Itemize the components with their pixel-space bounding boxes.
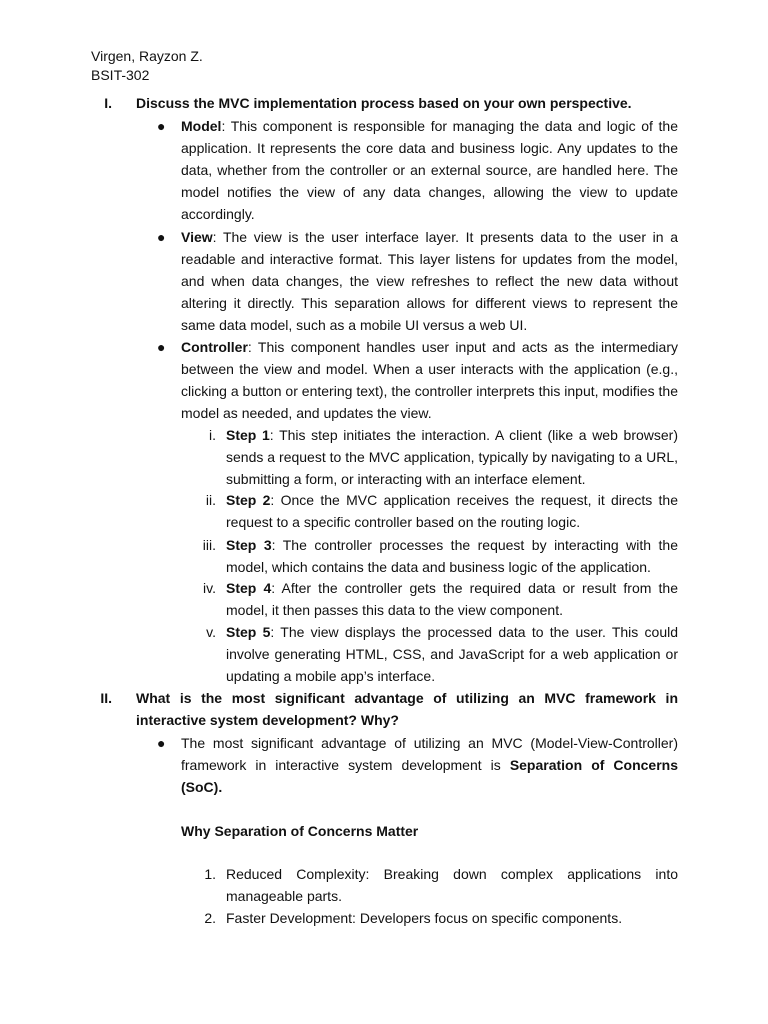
step-2-number: ii. xyxy=(205,492,216,508)
step-4 xyxy=(226,577,678,621)
step-1 xyxy=(226,424,678,490)
why-heading: Why Separation of Concerns Matter xyxy=(181,823,419,839)
step-1-text: : This step initiates the interaction. A client (like a web browser) sends a request to the MVC application, typically by navigating to a URL, submitting a form, or interacting with an interface element. xyxy=(226,427,678,487)
step-1-number: i. xyxy=(209,427,216,443)
step-4-term: Step 4 xyxy=(226,580,272,596)
bullet-controller xyxy=(181,336,678,424)
step-2-text: : Once the MVC application receives the request, it directs the request to a specific controller based on the routing logic. xyxy=(226,492,679,530)
answer-2-text: The most significant advantage of utilizing an MVC (Model-View-Controller) framework in interactive system development is xyxy=(181,735,678,773)
step-5-text: : The view displays the processed data to the user. This could involve generating HTML, CSS, and JavaScript for a web application or updating a mobile app’s interface. xyxy=(226,624,679,684)
step-1-term: Step 1 xyxy=(226,427,270,443)
bullet-view-term: View xyxy=(181,229,213,245)
step-3-number: iii. xyxy=(202,537,216,553)
reason-2: Faster Development: Developers focus on specific components. xyxy=(226,910,623,926)
step-2-term: Step 2 xyxy=(226,492,271,508)
step-5 xyxy=(226,621,678,687)
bullet-model-term: Model xyxy=(181,118,222,134)
answer-2 xyxy=(181,732,678,798)
reason-2-number: 2. xyxy=(204,910,216,926)
reason-1: Reduced Complexity: Breaking down complex applications into manageable parts. xyxy=(226,866,678,904)
step-5-term: Step 5 xyxy=(226,624,271,640)
bullet-model-text: : This component is responsible for managing the data and logic of the application. It represents the core data and business logic. Any updates to the data, whether from the controller or an external source, are handled here. The model notifies the view of any data changes, allowing the view to update accordingly. xyxy=(181,118,678,222)
question-1-numeral: I. xyxy=(104,95,112,111)
question-2-title: What is the most significant advantage of utilizing an MVC framework in interactive system development? Why? xyxy=(136,690,678,728)
step-4-text: : After the controller gets the required data or result from the model, it then passes this data to the view component. xyxy=(226,580,678,618)
bullet-controller-term: Controller xyxy=(181,339,248,355)
answer-2-bold: Separation of Concerns (SoC). xyxy=(181,757,678,795)
student-name: Virgen, Rayzon Z. xyxy=(91,48,203,64)
step-5-number: v. xyxy=(206,624,216,640)
bullet-icon: ● xyxy=(157,735,166,751)
bullet-icon: ● xyxy=(157,339,166,355)
bullet-icon: ● xyxy=(157,118,166,134)
bullet-controller-text: : This component handles user input and acts as the intermediary between the view and model. When a user interacts with the application (e.g., clicking a button or entering text), the controller interprets this input, modifies the model as needed, and updates the view. xyxy=(181,339,678,421)
question-2-numeral: II. xyxy=(100,690,112,706)
bullet-view-text: : The view is the user interface layer. It presents data to the user in a readable and interactive format. This layer listens for updates from the model, and when data changes, the view refreshes to reflect the new data without altering it directly. This separation allows for different views to represent the same data model, such as a mobile UI versus a web UI. xyxy=(181,229,678,333)
student-section: BSIT-302 xyxy=(91,67,150,83)
step-4-number: iv. xyxy=(203,580,216,596)
step-2 xyxy=(226,489,678,533)
step-3-text: : The controller processes the request by interacting with the model, which contains the data and business logic of the application. xyxy=(226,537,678,575)
reason-1-number: 1. xyxy=(204,866,216,882)
bullet-icon: ● xyxy=(157,229,166,245)
step-3 xyxy=(226,534,678,578)
bullet-model xyxy=(181,115,678,225)
bullet-view xyxy=(181,226,678,336)
step-3-term: Step 3 xyxy=(226,537,272,553)
question-1-title: Discuss the MVC implementation process based on your own perspective. xyxy=(136,95,632,111)
